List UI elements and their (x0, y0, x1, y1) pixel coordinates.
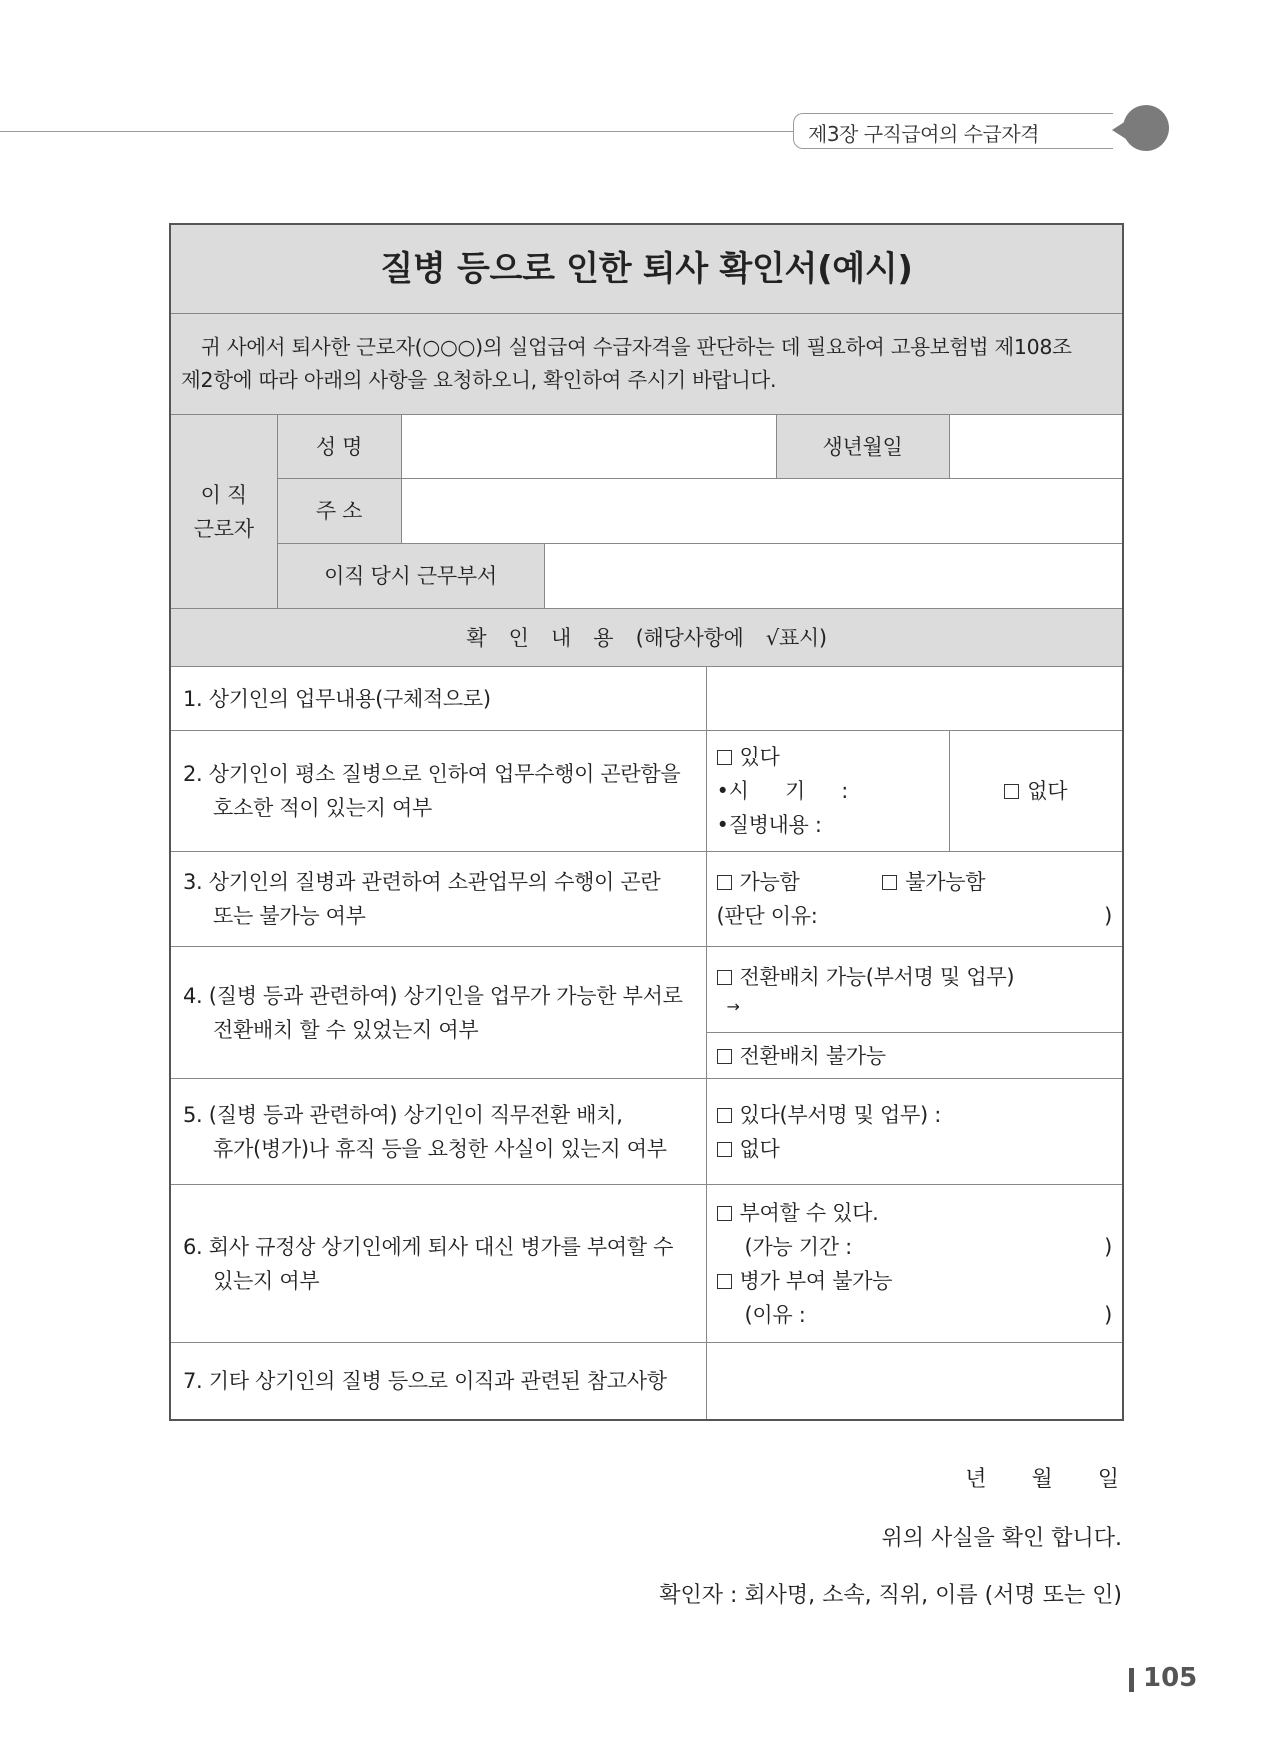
chapter-title: 제3장 구직급여의 수급자격 (808, 122, 1039, 146)
item-3-answer (706, 852, 1123, 947)
item-1-question: 1. 상기인의 업무내용(구체적으로) (170, 667, 706, 731)
checkbox-icon (717, 1049, 732, 1064)
checkbox-icon (717, 1274, 732, 1289)
birth-label: 생년월일 (776, 415, 949, 479)
item-6-reason: (이유 : ) (744, 1302, 1113, 1327)
item-5-no-option[interactable]: 없다 (717, 1132, 1113, 1166)
confirm-statement: 위의 사실을 확인 합니다. (881, 1526, 1122, 1551)
checkbox-icon (717, 1206, 732, 1221)
checkbox-icon (882, 875, 897, 890)
intro-line-2: 제2항에 따라 아래의 사항을 요청하오니, 확인하여 주시기 바랍니다. (181, 368, 777, 392)
signer-line: 확인자 : 회사명, 소속, 직위, 이름 (서명 또는 인) (659, 1583, 1122, 1608)
checkbox-icon (717, 875, 732, 890)
item-4-question: 4. (질병 등과 관련하여) 상기인을 업무가 가능한 부서로 전환배치 할 수 있었는지 여부 (170, 947, 706, 1079)
dept-field[interactable] (544, 544, 1123, 609)
form-title: 질병 등으로 인한 퇴사 확인서(예시) (170, 224, 1123, 314)
item-2-no-option[interactable]: 없다 (949, 731, 1123, 852)
item-4-possible-option[interactable]: 전환배치 가능(부서명 및 업무) (717, 960, 1113, 994)
page-number: 105 (1143, 1663, 1198, 1693)
checkbox-icon (717, 1142, 732, 1157)
checkbox-icon (717, 1108, 732, 1123)
item-5-question: 5. (질병 등과 관련하여) 상기인이 직무전환 배치, 휴가(병가)나 휴직 등을 요청한 사실이 있는지 여부 (170, 1079, 706, 1185)
item-2-time: •시 기 : (716, 779, 849, 803)
item-3-question: 3. 상기인의 질병과 관련하여 소관업무의 수행이 곤란 또는 불가능 여부 (170, 852, 706, 947)
checkbox-icon (1004, 784, 1019, 799)
form-intro (170, 314, 1123, 415)
item-3-reason: (판단 이유: ) (716, 904, 1113, 928)
item-6-question: 6. 회사 규정상 상기인에게 퇴사 대신 병가를 부여할 수 있는지 여부 (170, 1185, 706, 1343)
dept-label: 이직 당시 근무부서 (277, 544, 544, 609)
item-4-answer-possible (706, 947, 1123, 1033)
item-6-period: (가능 기간 : ) (744, 1234, 1113, 1259)
intro-line-1: 귀 사에서 퇴사한 근로자(○○○)의 실업급여 수급자격을 판단하는 데 필요하여 고용보험법 제108조 (201, 335, 1072, 359)
item-4-impossible-option[interactable]: 전환배치 불가능 (706, 1033, 1123, 1079)
item-5-answer (706, 1079, 1123, 1185)
item-1-answer[interactable] (706, 667, 1123, 731)
header-rule (0, 131, 800, 132)
birth-field[interactable] (949, 415, 1123, 479)
item-5-yes-option[interactable]: 있다(부서명 및 업무) : (717, 1098, 1113, 1132)
item-2-yes-option[interactable]: 있다 (717, 740, 939, 774)
item-2-disease: •질병내용 : (716, 813, 822, 837)
worker-section-label: 이 직 근로자 (170, 415, 277, 609)
item-6-answer (706, 1185, 1123, 1343)
checkbox-icon (717, 750, 732, 765)
confirmation-form (169, 223, 1124, 1421)
item-2-answer-yes (706, 731, 949, 852)
name-label: 성 명 (277, 415, 401, 479)
item-2-question: 2. 상기인이 평소 질병으로 인하여 업무수행이 곤란함을 호소한 적이 있는지 여부 (170, 731, 706, 852)
item-3-possible-option[interactable]: 가능함 (717, 870, 800, 894)
address-field[interactable] (401, 479, 1123, 544)
item-6-cannot-option[interactable]: 병가 부여 불가능 (717, 1264, 1113, 1298)
address-label: 주 소 (277, 479, 401, 544)
name-field[interactable] (401, 415, 776, 479)
arrow-right-icon: → (726, 996, 740, 1016)
item-3-impossible-option[interactable]: 불가능함 (882, 870, 985, 894)
chapter-circle-icon (1123, 105, 1169, 151)
item-7-answer[interactable] (706, 1343, 1123, 1420)
item-6-can-option[interactable]: 부여할 수 있다. (717, 1196, 1113, 1230)
confirm-header: 확 인 내 용 (해당사항에 √표시) (170, 609, 1123, 667)
checkbox-icon (717, 970, 732, 985)
date-line: 년 월 일 (965, 1467, 1122, 1492)
item-7-question: 7. 기타 상기인의 질병 등으로 이직과 관련된 참고사항 (170, 1343, 706, 1420)
